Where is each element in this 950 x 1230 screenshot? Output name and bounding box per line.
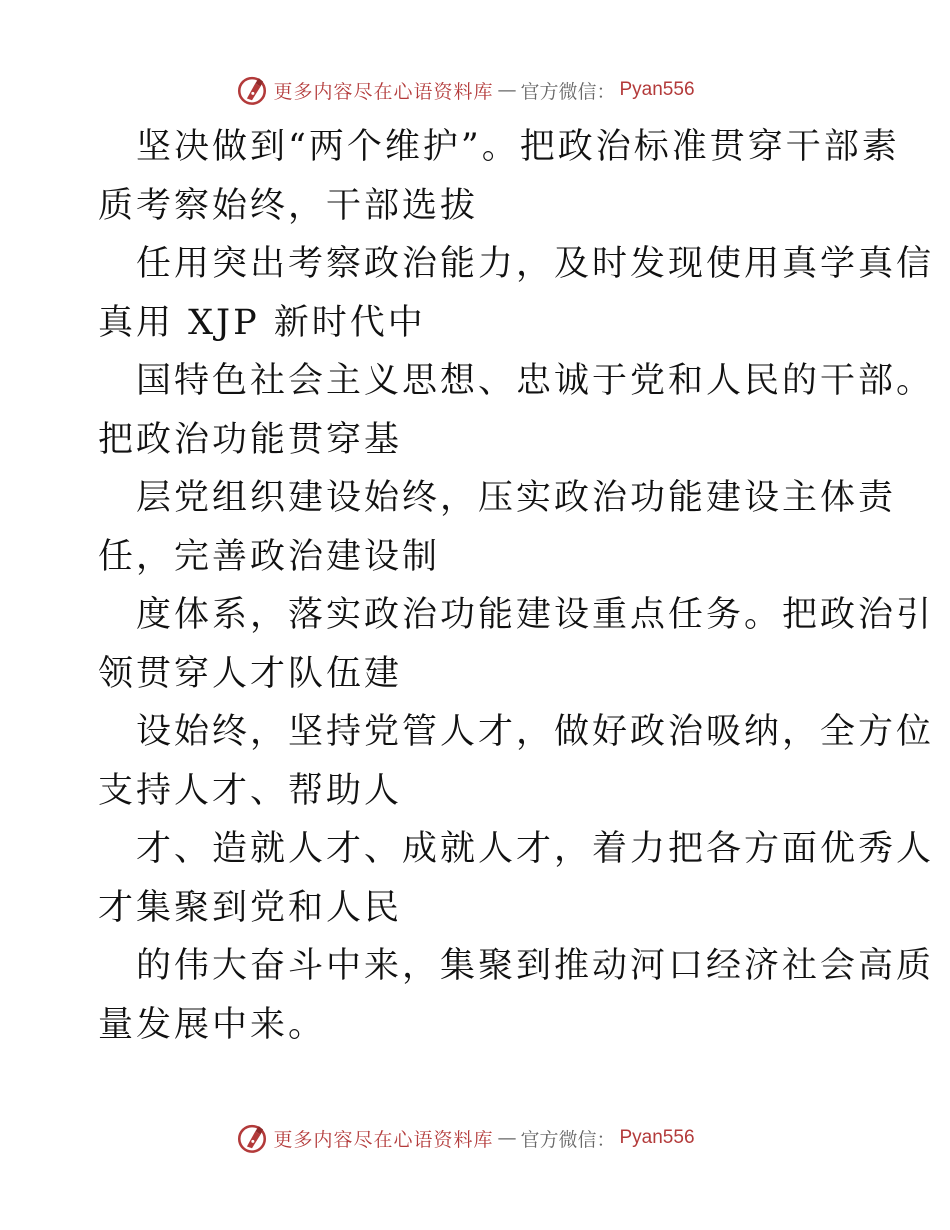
watermark-banner — [235, 1121, 694, 1155]
watermark-label: 官方微信： — [520, 80, 616, 103]
watermark-wechat-id: Pyan556 — [619, 79, 695, 100]
pen-nib-logo-icon — [235, 73, 269, 107]
text-line: 才集聚到党和人民 — [98, 887, 403, 928]
watermark-banner — [235, 73, 694, 107]
text-line: 把政治功能贯穿基 — [98, 419, 403, 460]
text-line: 质考察始终，干部选拔 — [98, 185, 479, 226]
watermark-dash: — — [497, 1127, 517, 1149]
text-line: 设始终，坚持党管人才，做好政治吸纳，全方位 — [136, 712, 935, 752]
text-line: 才、造就人才、成就人才，着力把各方面优秀人 — [136, 829, 935, 869]
text-line: 坚决做到“两个维护”。把政治标准贯穿干部素 — [136, 127, 900, 167]
text-line: 任，完善政治建设制 — [98, 536, 441, 577]
watermark-brand-text: 更多内容尽在心语资料库 — [273, 80, 494, 103]
pen-nib-logo-icon — [235, 1121, 269, 1155]
page-footer-watermark — [0, 1118, 950, 1158]
watermark-dash: — — [497, 79, 517, 101]
text-line: 量发展中来。 — [98, 1004, 327, 1045]
document-body — [98, 118, 935, 1054]
text-line: 支持人才、帮助人 — [98, 770, 403, 811]
watermark-label: 官方微信： — [520, 1128, 616, 1151]
text-line: 真用 XJP 新时代中 — [98, 302, 426, 343]
text-line: 的伟大奋斗中来，集聚到推动河口经济社会高质 — [136, 946, 935, 986]
page-header-watermark — [0, 70, 950, 110]
text-line: 国特色社会主义思想、忠诚于党和人民的干部。 — [136, 361, 935, 401]
text-line: 度体系，落实政治功能建设重点任务。把政治引 — [136, 595, 935, 635]
text-line: 任用突出考察政治能力，及时发现使用真学真信 — [136, 244, 935, 284]
watermark-brand-text: 更多内容尽在心语资料库 — [273, 1128, 494, 1151]
text-line: 领贯穿人才队伍建 — [98, 653, 403, 694]
watermark-wechat-id: Pyan556 — [619, 1127, 695, 1148]
text-line: 层党组织建设始终，压实政治功能建设主体责 — [136, 478, 897, 518]
